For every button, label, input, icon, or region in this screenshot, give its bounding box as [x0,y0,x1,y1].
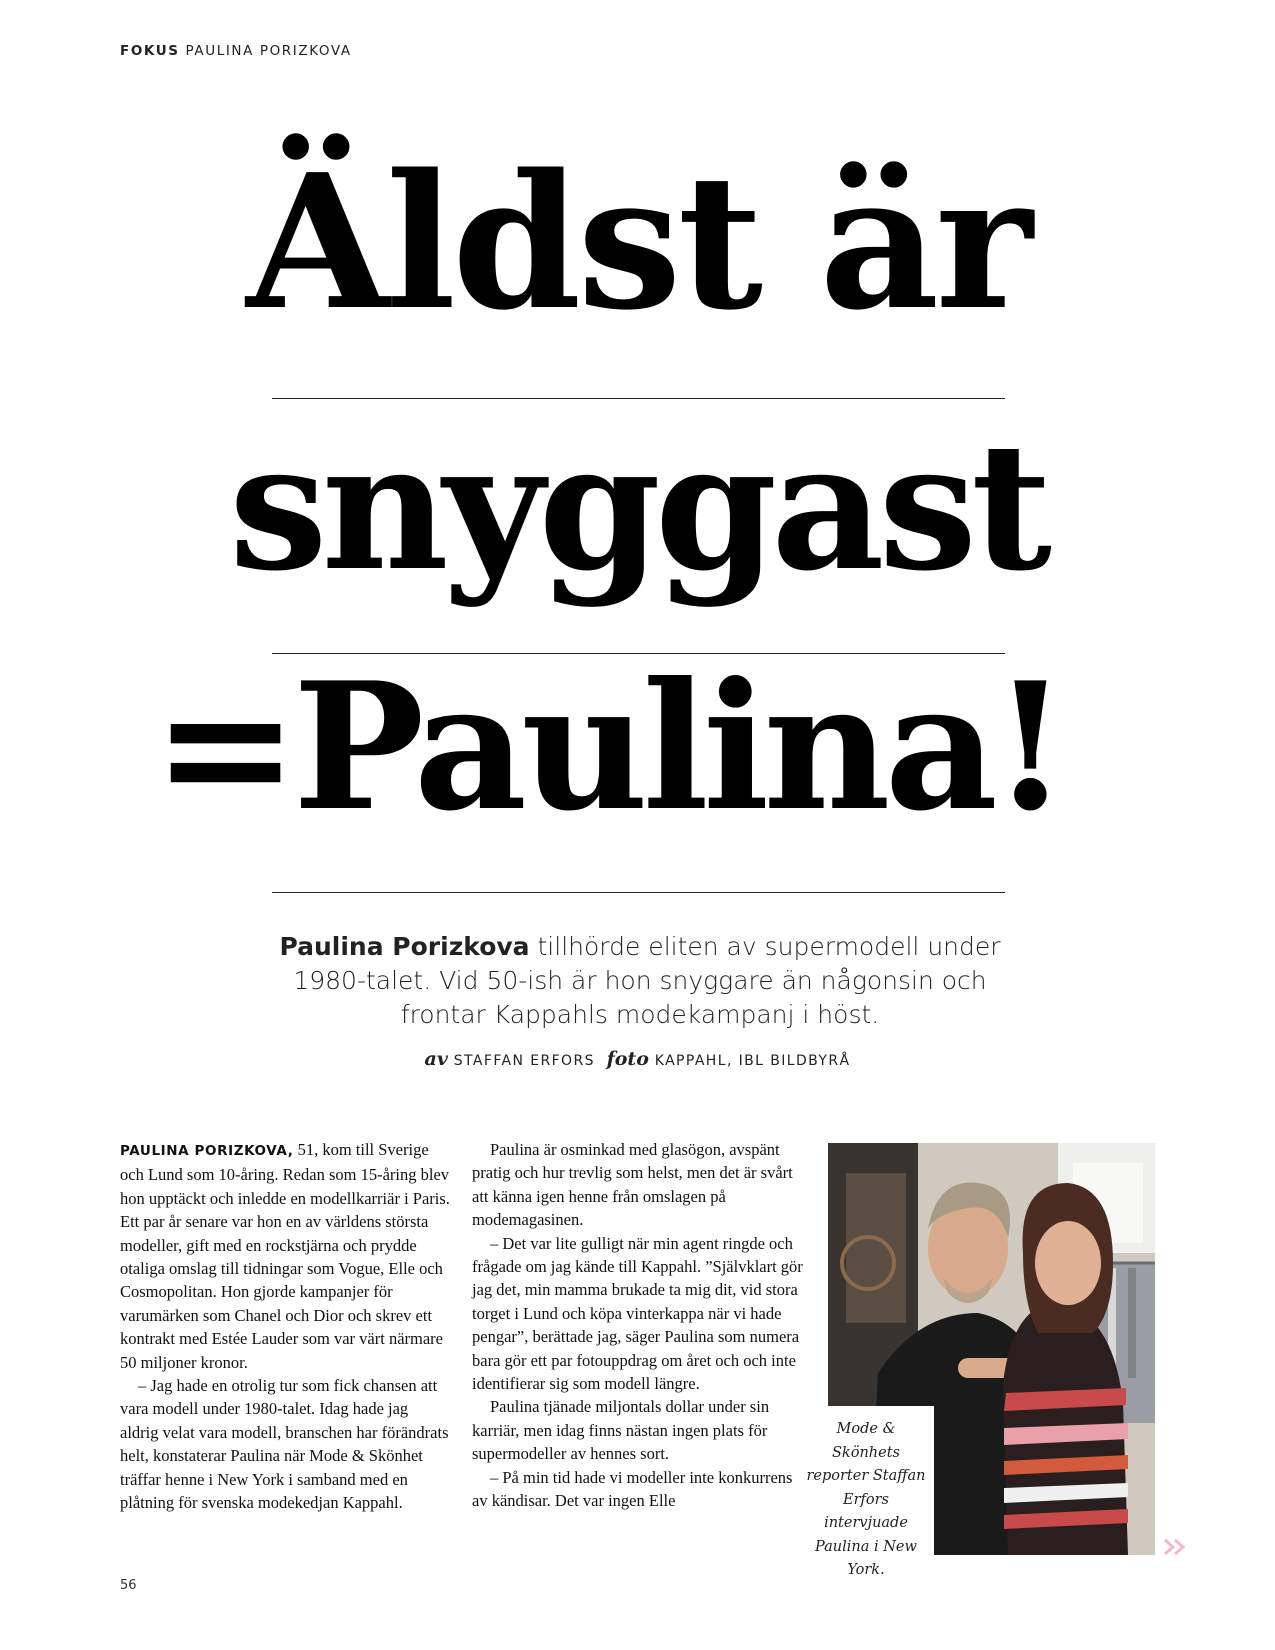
byline-photographer: KAPPAHL, IBL BILDBYRÅ [654,1053,851,1069]
body-paragraph: – Det var lite gulligt när min agent ringde och frågade om jag kände till Kappahl. ”Självklart gör jag det, min mamma brukade ta mig dit, vid stora torget i Lund och köpa vinterkappa när vi hade pengar”, berättade jag, säger Paulina som numera bara gör ett par fotouppdrag om året och och inte identifierar sig som modell längre. [472,1233,803,1394]
lead-text: tillhörde eliten av supermodell under 1980-talet. Vid 50-ish är hon snyggare än någonsin och frontar Kappahls modekampanj i höst. [293,932,1001,1029]
lead-paragraph [260,930,1020,1032]
continue-arrow-icon [1163,1538,1187,1556]
body-paragraph: – Jag hade en otrolig tur som fick chansen att vara modell under 1980-talet. Idag hade jag aldrig velat vara modell, branschen har förändrats helt, konstaterar Paulina när Mode & Skönhet träffar henne i New York i samband med en plåtning för svenska modekedjan Kappahl. [120,1376,449,1513]
headline-line-2: snyggast [229,405,1046,610]
body-paragraph: Paulina tjänade miljontals dollar under sin karriär, men idag finns nästan ingen plats för supermodeller av hennes sort. [472,1397,770,1464]
headline-divider [272,398,1005,399]
section-label [120,43,352,59]
section-kicker: FOKUS [120,43,180,59]
lead-name: Paulina Porizkova [279,932,530,961]
page-number: 56 [120,1578,137,1593]
body-paragraph: Paulina är osminkad med glasögon, avspänt pratig och hur trevlig som helst, men det är svårt att känna igen henne från omslagen på modemagasinen. [472,1140,793,1230]
section-title: PAULINA PORIZKOVA [185,43,352,59]
body-paragraph: PAULINA PORIZKOVA, 51, kom till Sverige och Lund som 10-åring. Redan som 15-åring blev hon upptäckt och inledde en modellkarriär i Paris. Ett par år senare var hon en av världens största modeller, gift med en rockstjärna och prydde otaliga omslag till tidningar som Vogue, Elle och Cosmopolitan. Hon gjorde kampanjer för varumärken som Chanel och Dior och skrev ett kontrakt med Estée Lauder som var värt närmare 50 miljoner kronor. [120,1140,450,1372]
photo-caption: Mode & Skönhets reporter Staffan Erfors intervjuade Paulina i New York. [806,1421,926,1578]
headline-line-1: Äldst är [246,133,1029,351]
byline [0,1048,1275,1070]
headline-line-3: =Paulina! [152,645,1063,850]
byline-author: STAFFAN ERFORS [453,1053,595,1069]
headline-divider [272,892,1005,893]
body-paragraph: – På min tid hade vi modeller inte konkurrens av kändisar. Det var ingen Elle [472,1467,793,1511]
byline-photo-label: foto [606,1048,649,1070]
body-column-1 [120,1138,450,1515]
body-column-2 [472,1138,807,1513]
byline-by-label: av [424,1048,448,1070]
lead-in: PAULINA PORIZKOVA, [120,1143,294,1159]
